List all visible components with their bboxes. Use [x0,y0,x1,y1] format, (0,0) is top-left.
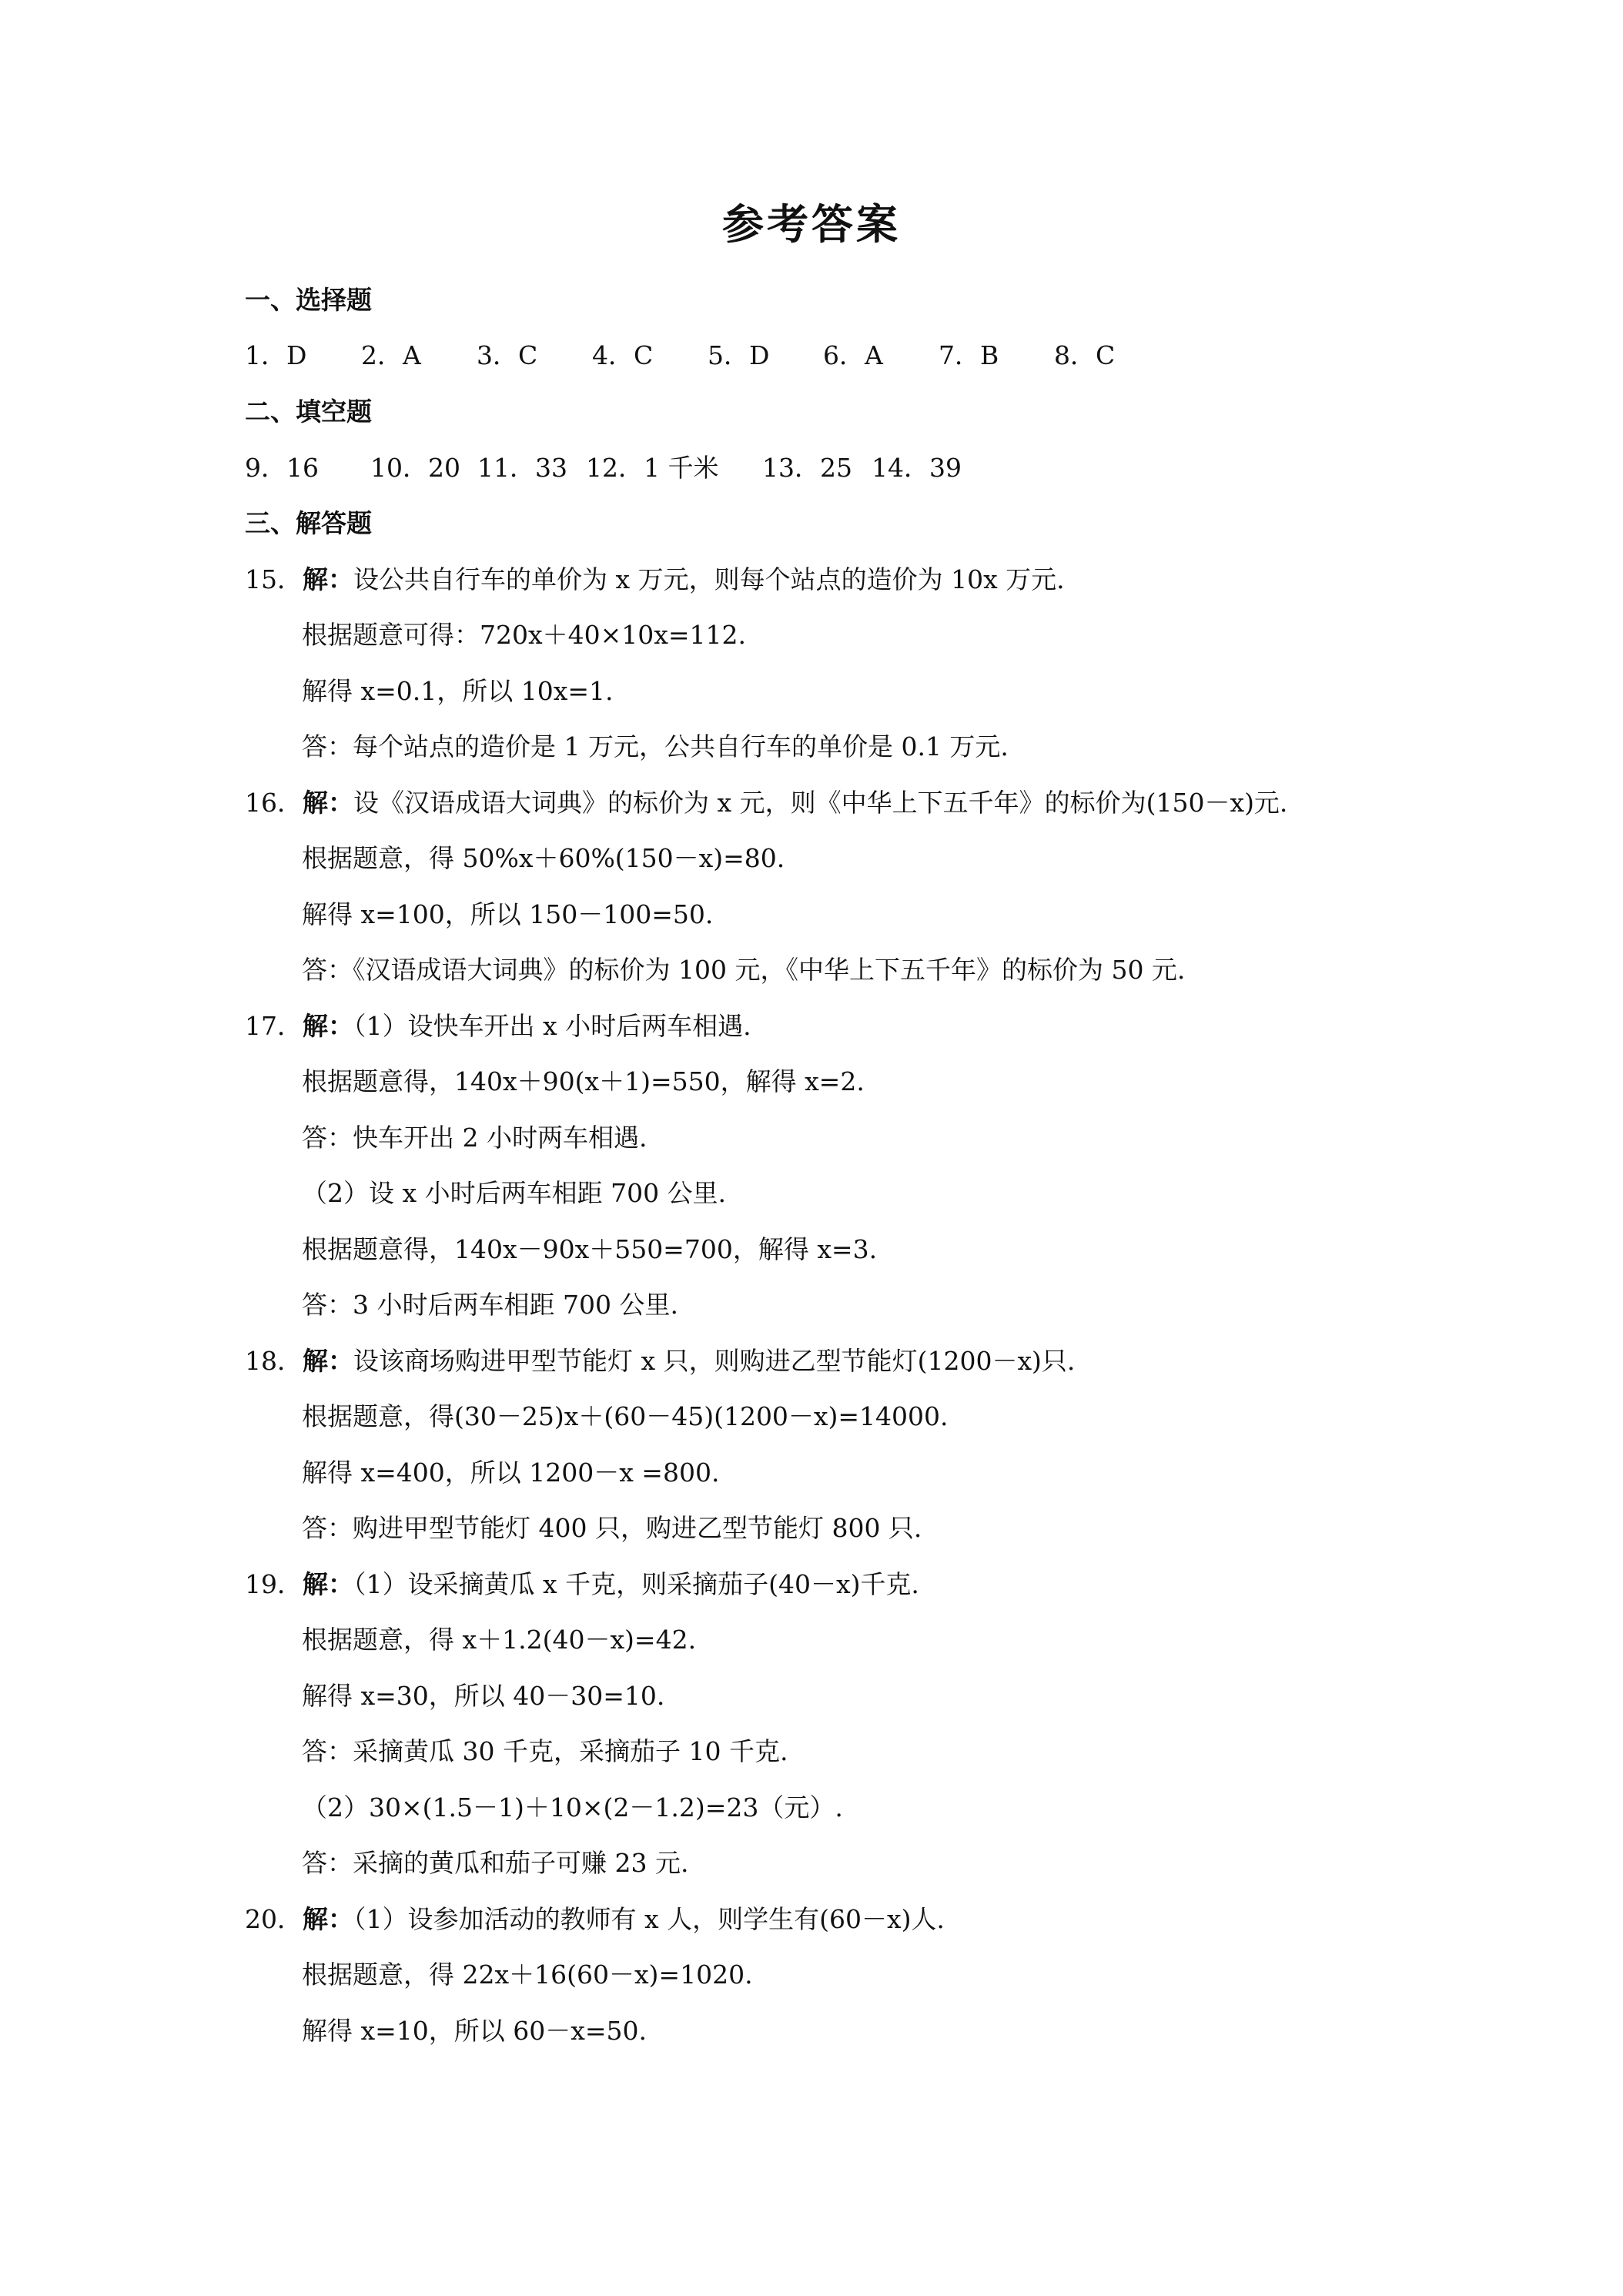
solution-line: 解得 x=10，所以 60－x=50. [302,2016,647,2046]
solution-line: 根据题意得，140x－90x＋550=700，解得 x=3. [302,1234,878,1264]
solution-line: 答：《汉语成语大词典》的标价为 100 元，《中华上下五千年》的标价为 50 元. [302,955,1186,985]
choice-answer: 6．A [823,340,883,370]
fill-answer: 14．39 [872,453,962,483]
problem-text: 设《汉语成语大词典》的标价为 x 元，则《中华上下五千年》的标价为(150－x)元. [353,788,1288,818]
section-heading-fill: 二、填空题 [245,397,372,427]
solution-line: 答：快车开出 2 小时两车相遇. [302,1123,648,1153]
problem-19-first-line [245,1568,919,1602]
problem-17-first-line [245,1009,751,1043]
solution-line: 根据题意，得(30－25)x＋(60－45)(1200－x)=14000. [302,1401,949,1431]
solution-line: （2）30×(1.5－1)＋10×(2－1.2)=23（元）. [302,1792,843,1822]
solution-line: 根据题意得，140x＋90(x＋1)=550，解得 x=2. [302,1066,865,1096]
fill-answer: 12．1 千米 [586,453,719,483]
solution-line: 答：3 小时后两车相距 700 公里. [302,1290,678,1320]
choice-answer: 2．A [361,340,421,370]
solution-line: 根据题意，得 x＋1.2(40－x)=42. [302,1625,697,1655]
problem-text: 设公共自行车的单价为 x 万元，则每个站点的造价为 10x 万元. [353,564,1065,594]
solution-line: 答：每个站点的造价是 1 万元，公共自行车的单价是 0.1 万元. [302,731,1009,761]
problem-text: 设该商场购进甲型节能灯 x 只，则购进乙型节能灯(1200－x)只. [353,1346,1076,1376]
fill-answer: 13．25 [762,453,852,483]
problem-20-first-line [245,1903,945,1936]
problem-number: 18． [245,1346,303,1376]
fill-answer: 9．16 [245,453,319,483]
solution-line: 根据题意可得：720x＋40×10x=112. [302,620,746,650]
solution-line: 解得 x=400，所以 1200－x =800. [302,1458,720,1488]
solution-line: 根据题意，得 50%x＋60%(150－x)=80. [302,843,785,873]
solution-line: （2）设 x 小时后两车相距 700 公里. [302,1178,727,1208]
problem-number: 15． [245,564,303,594]
section-heading-answer: 三、解答题 [245,508,372,538]
solve-label: 解： [303,1346,353,1376]
solution-line: 解得 x=0.1，所以 10x=1. [302,676,614,706]
problem-18-first-line [245,1344,1075,1378]
solve-label: 解： [303,564,353,594]
choice-answer: 7．B [939,340,999,370]
problem-15-first-line [245,563,1065,597]
fill-answer: 10．20 [370,453,460,483]
solution-line: 解得 x=100，所以 150－100=50. [302,899,714,929]
choice-answer: 1．D [245,340,307,370]
solve-label: 解： [303,1011,353,1041]
solution-line: 根据题意，得 22x＋16(60－x)=1020. [302,1960,753,1990]
problem-number: 20． [245,1904,303,1934]
section-heading-choice: 一、选择题 [245,285,372,315]
fill-answer: 11．33 [477,453,567,483]
choice-answer: 8．C [1054,340,1116,370]
choice-answer: 5．D [708,340,770,370]
problem-number: 16． [245,788,303,818]
solve-label: 解： [303,1904,353,1934]
solve-label: 解： [303,1569,353,1599]
solution-line: 答：购进甲型节能灯 400 只，购进乙型节能灯 800 只. [302,1513,922,1543]
choice-answer: 3．C [477,340,538,370]
choice-answer: 4．C [592,340,654,370]
solution-line: 答：采摘的黄瓜和茄子可赚 23 元. [302,1848,689,1878]
solution-line: 答：采摘黄瓜 30 千克，采摘茄子 10 千克. [302,1736,788,1766]
page-title: 参考答案 [722,199,901,249]
solution-line: 解得 x=30，所以 40－30=10. [302,1681,665,1711]
problem-16-first-line [245,786,1287,820]
problem-number: 17． [245,1011,303,1041]
problem-text: （1）设采摘黄瓜 x 千克，则采摘茄子(40－x)千克. [353,1569,919,1599]
problem-text: （1）设快车开出 x 小时后两车相遇. [353,1011,751,1041]
solve-label: 解： [303,788,353,818]
problem-text: （1）设参加活动的教师有 x 人，则学生有(60－x)人. [353,1904,945,1934]
problem-number: 19． [245,1569,303,1599]
